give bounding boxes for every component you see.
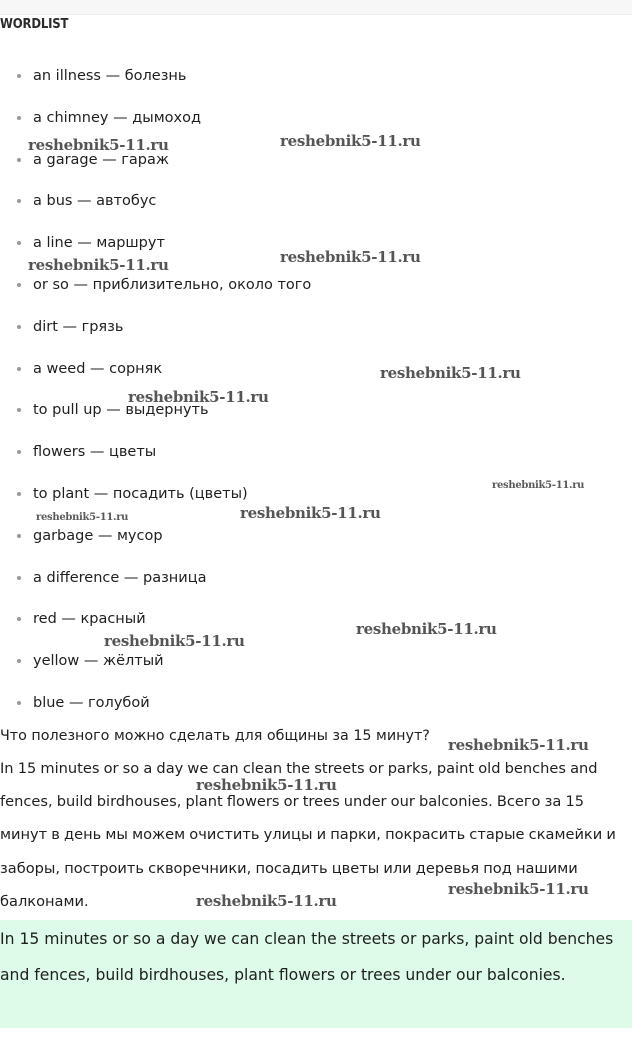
bullet-icon xyxy=(17,534,21,538)
top-bar xyxy=(0,0,632,15)
question-text: Что полезного можно сделать для общины за 15 минут? xyxy=(0,728,430,744)
bullet-icon xyxy=(17,408,21,412)
highlighted-answer-text: In 15 minutes or so a day we can clean the streets or parks, paint old benches and fences, build birdhouses, plant flowers or trees under our balconies. xyxy=(0,930,614,984)
watermark: reshebnik5-11.ru xyxy=(36,512,129,523)
watermark: reshebnik5-11.ru xyxy=(240,504,381,522)
word-text: a weed — сорняк xyxy=(33,360,163,377)
answer-text: In 15 minutes or so a day we can clean the streets or parks, paint old benches and fences, build birdhouses, plant flowers or trees under our balconies. Всего за 15 минут в день мы можем очистить улицы и парки, покрасить старые скамейки и заборы, построить скворечники, посадить цветы или деревья под нашими балконами. xyxy=(0,760,616,910)
word-text: a garage — гараж xyxy=(33,151,169,168)
word-text: a bus — автобус xyxy=(33,193,157,210)
word-text: red — красный xyxy=(33,611,146,628)
word-item xyxy=(0,681,311,723)
bullet-icon xyxy=(17,74,21,78)
word-text: an illness — болезнь xyxy=(33,68,187,84)
watermark: reshebnik5-11.ru xyxy=(280,132,421,150)
watermark: reshebnik5-11.ru xyxy=(280,248,421,266)
bullet-icon xyxy=(17,367,21,371)
word-item xyxy=(0,305,311,347)
watermark: reshebnik5-11.ru xyxy=(356,620,497,638)
word-item xyxy=(0,179,311,221)
word-item xyxy=(0,347,311,389)
word-item xyxy=(0,430,311,472)
watermark: reshebnik5-11.ru xyxy=(196,892,337,910)
watermark: reshebnik5-11.ru xyxy=(448,880,589,898)
bullet-icon xyxy=(17,701,21,705)
bullet-icon xyxy=(17,283,21,287)
bullet-icon xyxy=(17,576,21,580)
watermark: reshebnik5-11.ru xyxy=(196,776,337,794)
word-item xyxy=(0,556,311,598)
watermark: reshebnik5-11.ru xyxy=(28,136,169,154)
watermark: reshebnik5-11.ru xyxy=(128,388,269,406)
word-text: or so — приблизительно, около того xyxy=(33,276,312,293)
word-text: to plant — посадить (цветы) xyxy=(33,485,248,502)
watermark: reshebnik5-11.ru xyxy=(28,256,169,274)
word-text: garbage — мусор xyxy=(33,527,163,544)
bullet-icon xyxy=(17,325,21,329)
word-text: flowers — цветы xyxy=(33,444,157,461)
watermark: reshebnik5-11.ru xyxy=(104,632,245,650)
bullet-icon xyxy=(17,492,21,496)
bullet-icon xyxy=(17,450,21,454)
watermark: reshebnik5-11.ru xyxy=(448,736,589,754)
bullet-icon xyxy=(17,617,21,621)
watermark: reshebnik5-11.ru xyxy=(492,480,585,491)
word-text: yellow — жёлтый xyxy=(33,653,164,670)
word-text: a chimney — дымоход xyxy=(33,109,201,126)
word-item xyxy=(0,96,311,138)
bullet-icon xyxy=(17,241,21,245)
word-text: to pull up — выдернуть xyxy=(33,402,209,419)
bullet-icon xyxy=(17,199,21,203)
bullet-icon xyxy=(17,116,21,120)
word-text: a difference — разница xyxy=(33,569,207,586)
word-text: dirt — грязь xyxy=(33,318,124,335)
highlighted-answer-box xyxy=(0,920,632,1028)
bullet-icon xyxy=(17,158,21,162)
word-text: blue — голубой xyxy=(33,694,150,711)
bullet-icon xyxy=(17,659,21,663)
watermark: reshebnik5-11.ru xyxy=(380,364,521,382)
word-item xyxy=(0,54,311,96)
wordlist-heading: WORDLIST xyxy=(0,17,69,32)
word-text: a line — маршрут xyxy=(33,235,165,252)
